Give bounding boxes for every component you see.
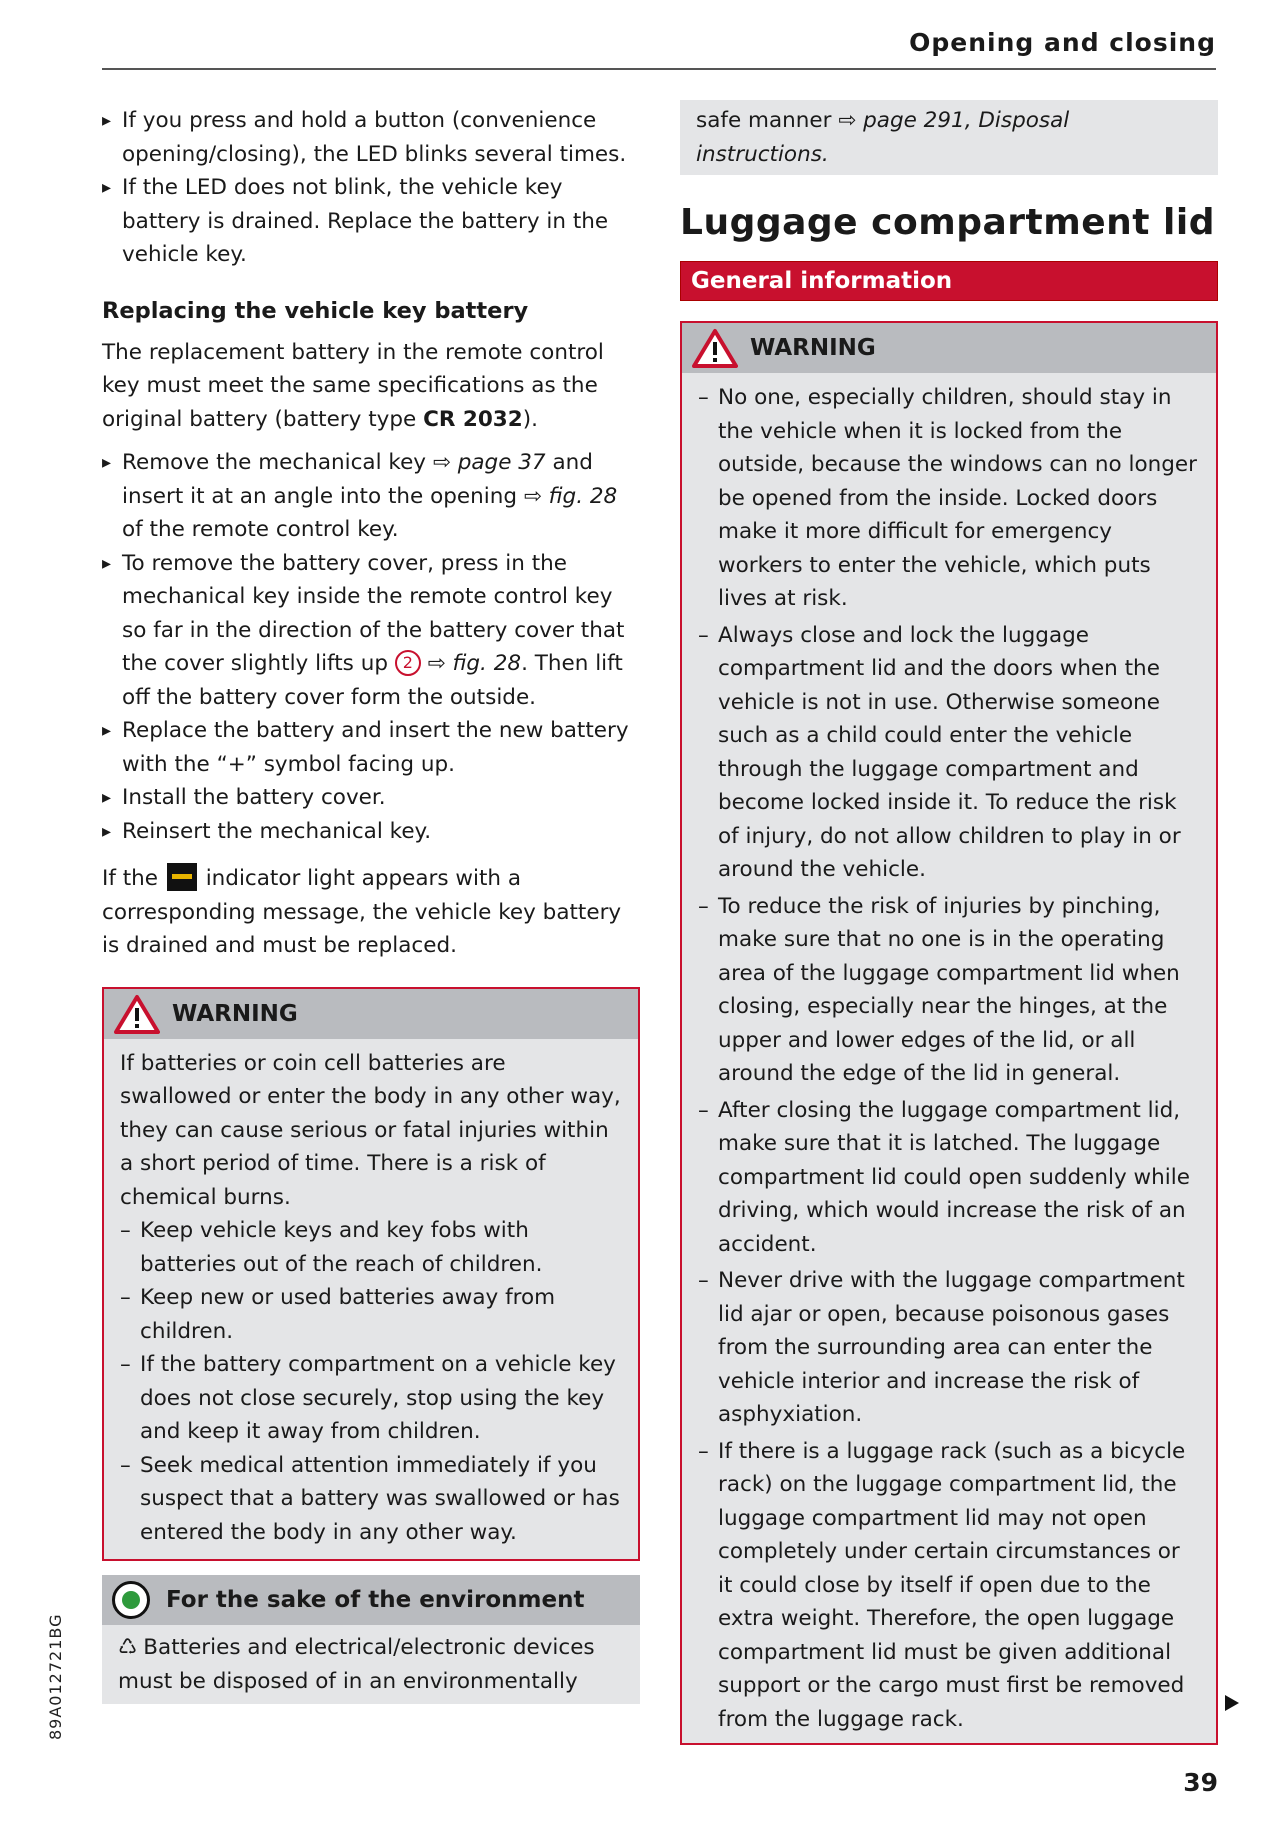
list-item: – If the battery compartment on a vehicle key does not close securely, stop using the key and keep it away from children. — [120, 1348, 622, 1449]
list-item: ▸ Replace the battery and insert the new battery with the “+” symbol facing up. — [102, 714, 640, 781]
para-end: ). — [522, 406, 538, 432]
left-column — [102, 104, 640, 1704]
environment-title: For the sake of the environment — [166, 1587, 585, 1613]
step-text: . Then lift off the battery cover form the outside. — [122, 651, 623, 710]
steps-list — [102, 446, 640, 848]
key-indicator-icon — [167, 863, 197, 891]
warning-intro: If batteries or coin cell batteries are swallowed or enter the body in any other way, they can cause serious or fatal injuries within a short period of time. There is a risk of chemical burns. — [120, 1050, 621, 1210]
environment-text: Batteries and electrical/electronic devices must be disposed of in an environmentally — [118, 1635, 595, 1694]
page-reference-link[interactable]: ⇨ page 291, Disposal instructions. — [696, 108, 1070, 167]
list-item: ▸ Install the battery cover. — [102, 781, 640, 815]
environment-box — [102, 1575, 640, 1704]
list-item: – To reduce the risk of injuries by pinching, make sure that no one is in the operating area of the luggage compartment lid when closing, especially near the hinges, at the upper and lower edges of the lid, or all around the edge of the lid in general. — [698, 890, 1200, 1091]
list-item: – Never drive with the luggage compartment lid ajar or open, because poisonous gases from the surrounding area can enter the vehicle interior and increase the risk of asphyxiation. — [698, 1264, 1200, 1432]
section-heading: Replacing the vehicle key battery — [102, 297, 529, 324]
warning-body — [104, 1039, 638, 1560]
list-item: – If there is a luggage rack (such as a bicycle rack) on the luggage compartment lid, the luggage compartment lid may not open completely under certain circumstances or it could close by itself if open due to the extra weight. Therefore, the open luggage compartment lid must be given additional support or the cargo must first be removed from the luggage rack. — [698, 1435, 1200, 1737]
continue-arrow-icon — [1225, 1695, 1239, 1711]
battery-spec-paragraph — [102, 336, 640, 437]
warning-triangle-icon — [114, 994, 160, 1034]
step-text: To remove the battery cover, press in the mechanical key inside the remote control key so far in the direction of the battery cover that the cover slightly lifts up — [122, 550, 625, 676]
subsection-heading: General information — [680, 261, 1218, 301]
warning-box — [680, 321, 1218, 1745]
list-item: ▸ Reinsert the mechanical key. — [102, 815, 640, 849]
list-item: – Keep new or used batteries away from children. — [120, 1281, 622, 1348]
list-item — [102, 547, 640, 715]
page-number: 39 — [1183, 1768, 1218, 1797]
environment-continuation — [680, 100, 1218, 175]
figure-reference-link[interactable]: ⇨ fig. 28 — [523, 483, 618, 509]
step-text: and insert it at an angle into the opening — [122, 450, 593, 509]
environment-leaf-icon — [112, 1581, 150, 1619]
battery-type: CR 2032 — [423, 406, 523, 432]
list-item: – Keep vehicle keys and key fobs with batteries out of the reach of children. — [120, 1214, 622, 1281]
warning-list — [698, 381, 1200, 1736]
warning-triangle-icon — [692, 328, 738, 368]
environment-body — [102, 1625, 640, 1704]
header-divider — [102, 68, 1216, 70]
warning-box — [102, 987, 640, 1562]
intro-bullet-list — [102, 104, 640, 272]
figure-reference-link[interactable]: ⇨ fig. 28 — [420, 651, 522, 676]
list-item: ▸ If you press and hold a button (convenience opening/closing), the LED blinks several times. — [102, 104, 640, 171]
disposal-bin-icon: ♺ — [118, 1635, 138, 1660]
step-text: Remove the mechanical key — [122, 450, 433, 475]
step-text: of the remote control key. — [122, 517, 399, 542]
chapter-title: Luggage compartment lid — [680, 202, 1215, 243]
continuation-text: safe manner — [696, 108, 839, 133]
right-column — [680, 100, 1218, 1745]
list-item: ▸ If the LED does not blink, the vehicle key battery is drained. Replace the battery in the vehicle key. — [102, 171, 640, 272]
page-header-title: Opening and closing — [909, 28, 1216, 57]
warning-header — [104, 989, 638, 1039]
list-item: – After closing the luggage compartment lid, make sure that it is latched. The luggage compartment lid could open suddenly while driving, which would increase the risk of an accident. — [698, 1094, 1200, 1262]
page-reference-link[interactable]: ⇨ page 37 — [432, 450, 546, 475]
warning-list — [120, 1214, 622, 1549]
list-item — [102, 446, 640, 547]
environment-header — [102, 1575, 640, 1625]
para-text: If the — [102, 866, 165, 891]
warning-body — [682, 373, 1216, 1743]
list-item: – Always close and lock the luggage compartment lid and the doors when the vehicle is not in use. Otherwise someone such as a child could enter the vehicle through the luggage compartment and become locked inside it. To reduce the risk of injury, do not allow children to play in or around the vehicle. — [698, 619, 1200, 887]
callout-number-icon: 2 — [395, 650, 421, 676]
list-item: – Seek medical attention immediately if you suspect that a battery was swallowed or has entered the body in any other way. — [120, 1449, 622, 1550]
warning-header — [682, 323, 1216, 373]
warning-title: WARNING — [750, 335, 876, 361]
para-text: indicator light appears with a corresponding message, the vehicle key battery is drained and must be replaced. — [102, 866, 622, 958]
document-code: 89A012721BG — [46, 1613, 65, 1740]
list-item: – No one, especially children, should stay in the vehicle when it is locked from the outside, because the windows can no longer be opened from the inside. Locked doors make it more difficult for emergency workers to enter the vehicle, which puts lives at risk. — [698, 381, 1200, 616]
warning-title: WARNING — [172, 1000, 298, 1027]
para-text: The replacement battery in the remote control key must meet the same specifications as the original battery (battery type — [102, 339, 604, 432]
indicator-paragraph — [102, 862, 640, 963]
